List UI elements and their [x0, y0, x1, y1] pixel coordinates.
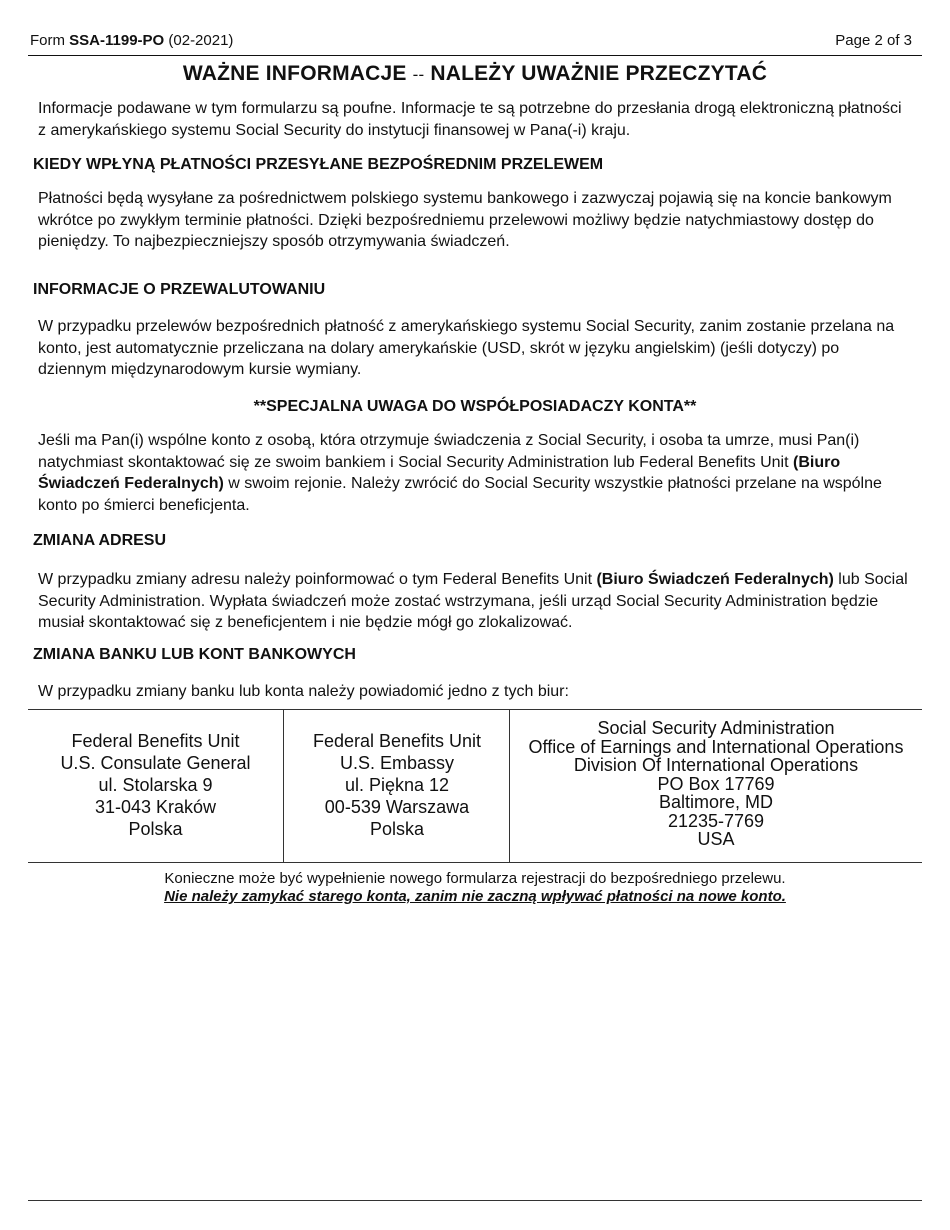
address-text-a: W przypadku zmiany adresu należy poinformować o tym Federal Benefits Unit — [38, 571, 597, 588]
title-part2: NALEŻY UWAŻNIE PRZECZYTAĆ — [430, 62, 768, 85]
section-text-joint-owners — [38, 430, 912, 516]
title-separator: -- — [412, 65, 425, 84]
address-line: 31-043 Kraków — [94, 797, 217, 817]
address-line: Baltimore, MD — [658, 792, 774, 812]
address-line: 00-539 Warszawa — [324, 797, 470, 817]
form-identifier — [30, 32, 233, 49]
address-baltimore — [509, 710, 922, 862]
section-heading-currency: INFORMACJE O PRZEWALUTOWANIU — [33, 281, 326, 298]
address-text-bold: (Biuro Świadczeń Federalnych) — [596, 571, 834, 588]
joint-owners-text-b: w swoim rejonie. Należy zwrócić do Social Security wszystkie płatności przelane na wspólne konto po śmierci beneficjenta. — [38, 475, 882, 514]
page-title — [0, 62, 950, 86]
address-text-b: lub Social Security Administration. Wypłata świadczeń może zostać wstrzymana, jeśli urząd Social Security Administration będzie musiał skontaktować się z beneficjentem i nie będzie mógł go zlokalizować. — [38, 571, 908, 631]
section-text-address — [38, 569, 912, 634]
joint-owners-text-a: Jeśli ma Pan(i) wspólne konto z osobą, która otrzymuje świadczenia z Social Security, i osoba ta umrze, musi Pan(i) natychmiast skontaktować się ze swoim bankiem i Social Security Administration lub Federal Benefits Unit — [38, 432, 860, 471]
header-rule — [28, 55, 922, 56]
address-line: Polska — [128, 819, 183, 839]
note-new-form: Konieczne może być wypełnienie nowego formularza rejestracji do bezpośredniego przelewu. — [164, 870, 786, 887]
address-line: PO Box 17769 — [657, 773, 775, 794]
form-number: SSA-1199-PO — [69, 32, 165, 49]
section-text-bank-change: W przypadku zmiany banku lub konta należy powiadomić jedno z tych biur: — [38, 683, 569, 700]
joint-owners-text-bold: (Biuro Świadczeń Federalnych) — [38, 453, 841, 492]
address-line: U.S. Consulate General — [60, 753, 251, 773]
footer-rule — [28, 1200, 922, 1201]
address-line: U.S. Embassy — [339, 753, 455, 773]
title-part1: WAŻNE INFORMACJE — [182, 62, 407, 85]
section-heading-address: ZMIANA ADRESU — [33, 532, 167, 549]
address-line: USA — [697, 829, 735, 849]
section-heading-payments: KIEDY WPŁYNĄ PŁATNOŚCI PRZESYŁANE BEZPOŚREDNIM PRZELEWEM — [33, 156, 604, 173]
address-line: Social Security Administration — [597, 718, 835, 738]
page-number: Page 2 of 3 — [835, 32, 912, 49]
section-heading-joint-owners: **SPECJALNA UWAGA DO WSPÓŁPOSIADACZY KONTA** — [253, 398, 697, 415]
section-text-payments: Płatności będą wysyłane za pośrednictwem polskiego systemu bankowego i zazwyczaj pojawią się na koncie bankowym wkrótce po zwykłym terminie płatności. Dzięki bezpośredniemu przelewowi możliwy będzie natychmiastowy dostęp do pieniędzy. To najbezpieczniejszy sposób otrzymywania świadczeń. — [38, 190, 892, 250]
intro-paragraph: Informacje podawane w tym formularzu są poufne. Informacje te są potrzebne do przesłania drogą elektroniczną płatności z amerykańskiego systemu Social Security do instytucji finansowej w Pana(-i) kraju. — [38, 100, 902, 139]
office-address-table — [28, 709, 922, 863]
address-line: Federal Benefits Unit — [71, 731, 240, 751]
address-line: Division Of International Operations — [573, 755, 859, 775]
address-line: 21235-7769 — [667, 810, 765, 831]
form-prefix: Form — [30, 32, 70, 49]
address-line: Office of Earnings and International Operations — [528, 736, 904, 757]
address-line: ul. Stolarska 9 — [98, 775, 213, 795]
address-line: Polska — [369, 819, 425, 839]
address-krakow — [28, 710, 283, 862]
page-header — [30, 32, 912, 52]
section-text-currency: W przypadku przelewów bezpośrednich płatność z amerykańskiego systemu Social Security, zanim zostanie przelana na konto, jest automatycznie przeliczana na dolary amerykańskie (USD, skrót w języku angielskim) (jeśli dotyczy) po dziennym międzynarodowym kursie wymiany. — [38, 318, 895, 378]
section-heading-bank-change: ZMIANA BANKU LUB KONT BANKOWYCH — [33, 646, 356, 663]
form-date: (02-2021) — [164, 32, 234, 49]
address-line: ul. Piękna 12 — [344, 775, 450, 795]
address-warszawa — [283, 710, 510, 862]
note-keep-old-account: Nie należy zamykać starego konta, zanim nie zaczną wpływać płatności na nowe konto. — [164, 888, 786, 905]
address-line: Federal Benefits Unit — [312, 731, 482, 751]
